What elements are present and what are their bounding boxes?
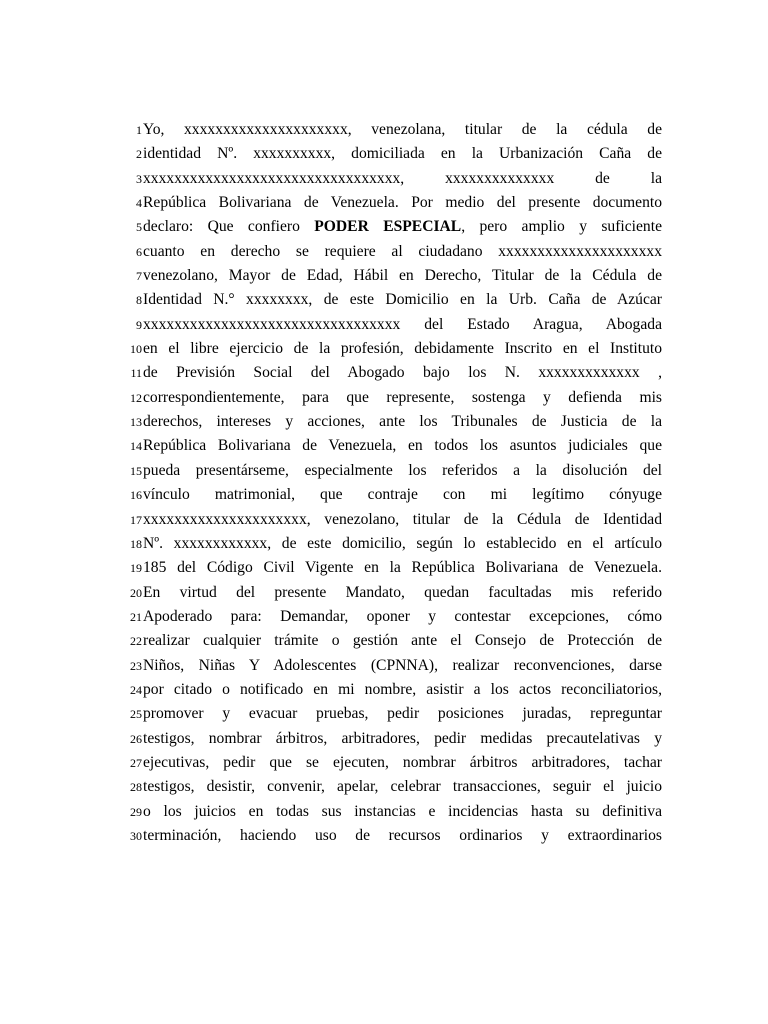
line-number: 9	[136, 317, 142, 332]
document-line	[124, 410, 662, 434]
line-number: 30	[130, 828, 142, 843]
line-number: 5	[136, 220, 142, 235]
line-text: cuanto en derecho se requiere al ciudadano xxxxxxxxxxxxxxxxxxxxx	[143, 242, 662, 260]
line-number: 16	[130, 488, 142, 503]
line-text: xxxxxxxxxxxxxxxxxxxxxxxxxxxxxxxxx, xxxxxxxxxxxxxx de la	[143, 169, 662, 187]
document-line	[124, 581, 662, 605]
line-text: xxxxxxxxxxxxxxxxxxxxxxxxxxxxxxxxx del Estado Aragua, Abogada	[143, 315, 662, 333]
line-text: República Bolivariana de Venezuela, en todos los asuntos judiciales que	[143, 437, 662, 455]
document-line	[124, 167, 662, 191]
line-number: 2	[136, 147, 142, 162]
document-line	[124, 654, 662, 678]
line-number: 7	[136, 269, 142, 284]
line-number: 17	[130, 512, 142, 527]
document-line	[124, 118, 662, 142]
line-number: 1	[136, 123, 142, 137]
document-line	[124, 483, 662, 507]
document-line	[124, 215, 662, 239]
document-line	[124, 288, 662, 312]
line-number: 22	[130, 634, 142, 649]
line-text: correspondientemente, para que represente, sostenga y defienda mis	[143, 388, 662, 406]
document-line	[124, 800, 662, 824]
line-text: testigos, desistir, convenir, apelar, celebrar transacciones, seguir el juicio	[143, 778, 662, 796]
document-line	[124, 264, 662, 288]
line-text: vínculo matrimonial, que contraje con mi legítimo cónyuge	[143, 486, 662, 504]
line-number: 27	[130, 755, 142, 770]
line-text: promover y evacuar pruebas, pedir posiciones juradas, repreguntar	[143, 705, 662, 723]
line-text: República Bolivariana de Venezuela. Por medio del presente documento	[143, 194, 662, 212]
document-line	[124, 605, 662, 629]
document-line	[124, 824, 662, 848]
line-text: de Previsión Social del Abogado bajo los N. xxxxxxxxxxxxx ,	[143, 364, 662, 382]
line-text: ejecutivas, pedir que se ejecuten, nombrar árbitros arbitradores, tachar	[143, 753, 662, 771]
line-number: 21	[130, 609, 142, 624]
document-line	[124, 702, 662, 726]
line-number: 12	[130, 390, 142, 405]
line-text: o los juicios en todas sus instancias e incidencias hasta su definitiva	[143, 802, 662, 820]
line-text: Identidad N.° xxxxxxxx, de este Domicilio en la Urb. Caña de Azúcar	[143, 291, 662, 309]
document-body	[124, 118, 662, 848]
document-line	[124, 386, 662, 410]
line-text: Nº. xxxxxxxxxxxx, de este domicilio, según lo establecido en el artículo	[143, 534, 662, 552]
document-line	[124, 361, 662, 385]
line-text: declaro: Que confiero PODER ESPECIAL, pero amplio y suficiente	[143, 218, 662, 236]
line-text: xxxxxxxxxxxxxxxxxxxxx, venezolano, titular de la Cédula de Identidad	[143, 510, 662, 528]
line-number: 29	[130, 804, 142, 819]
line-number: 25	[130, 707, 142, 722]
document-line	[124, 313, 662, 337]
line-number: 13	[130, 415, 142, 430]
line-text: terminación, haciendo uso de recursos ordinarios y extraordinarios	[143, 826, 662, 844]
line-number: 28	[130, 780, 142, 795]
document-line	[124, 142, 662, 166]
document-line	[124, 727, 662, 751]
line-number: 14	[130, 439, 142, 454]
line-text: venezolano, Mayor de Edad, Hábil en Derecho, Titular de la Cédula de	[143, 267, 662, 285]
line-number: 11	[130, 366, 142, 381]
document-line	[124, 508, 662, 532]
line-number: 10	[130, 342, 142, 357]
document-line	[124, 775, 662, 799]
line-text: Yo, xxxxxxxxxxxxxxxxxxxxx, venezolana, titular de la cédula de	[143, 121, 662, 138]
line-number: 26	[130, 731, 142, 746]
line-number: 23	[130, 658, 142, 673]
line-number: 15	[130, 463, 142, 478]
line-text: identidad Nº. xxxxxxxxxx, domiciliada en la Urbanización Caña de	[143, 145, 662, 163]
document-line	[124, 629, 662, 653]
line-text: Niños, Niñas Y Adolescentes (CPNNA), realizar reconvenciones, darse	[143, 656, 662, 674]
line-text: por citado o notificado en mi nombre, asistir a los actos reconciliatorios,	[143, 680, 662, 698]
document-line	[124, 678, 662, 702]
line-text: Apoderado para: Demandar, oponer y contestar excepciones, cómo	[143, 607, 662, 625]
line-text: testigos, nombrar árbitros, arbitradores, pedir medidas precautelativas y	[143, 729, 662, 747]
line-number: 18	[130, 536, 142, 551]
line-text: 185 del Código Civil Vigente en la República Bolivariana de Venezuela.	[143, 559, 662, 577]
document-line	[124, 337, 662, 361]
line-number: 20	[130, 585, 142, 600]
line-number: 4	[136, 196, 142, 211]
document-line	[124, 434, 662, 458]
line-number: 8	[136, 293, 142, 308]
document-line	[124, 240, 662, 264]
line-text: pueda presentárseme, especialmente los referidos a la disolución del	[143, 461, 662, 479]
line-text: En virtud del presente Mandato, quedan facultadas mis referido	[143, 583, 662, 601]
line-text: derechos, intereses y acciones, ante los Tribunales de Justicia de la	[143, 413, 662, 431]
document-line	[124, 556, 662, 580]
document-line	[124, 532, 662, 556]
line-number: 3	[136, 171, 142, 186]
line-number: 24	[130, 682, 142, 697]
line-text: realizar cualquier trámite o gestión ante el Consejo de Protección de	[143, 632, 662, 650]
line-text: en el libre ejercicio de la profesión, debidamente Inscrito en el Instituto	[143, 340, 662, 358]
document-line	[124, 459, 662, 483]
line-number: 19	[130, 561, 142, 576]
document-line	[124, 751, 662, 775]
emphasis-text: PODER ESPECIAL	[314, 218, 462, 236]
document-line	[124, 191, 662, 215]
line-number: 6	[136, 244, 142, 259]
